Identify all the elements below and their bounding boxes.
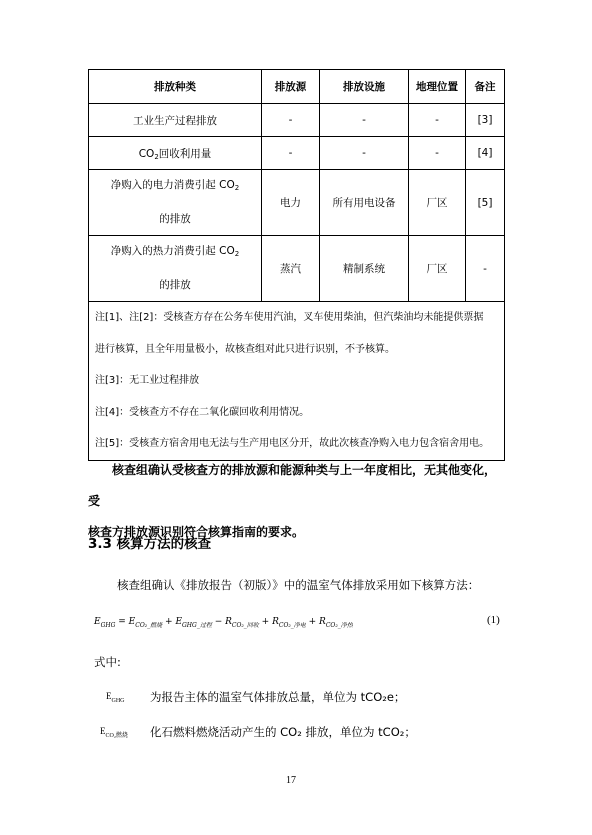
cell-location: - xyxy=(409,137,466,170)
type-text: 的排放 xyxy=(159,213,191,225)
type-text: 的排放 xyxy=(159,279,191,291)
formula-symbol: R xyxy=(272,617,279,627)
note-line: 注[3]：无工业过程排放 xyxy=(95,375,200,386)
equation-number: (1) xyxy=(487,614,500,626)
cell-note: [4] xyxy=(466,137,505,170)
cell-facility: - xyxy=(320,137,409,170)
header-emission-facility: 排放设施 xyxy=(320,70,409,104)
symbol-subscript: CO₂燃烧 xyxy=(105,733,128,739)
table-notes-row xyxy=(89,302,505,461)
type-text: 回收利用量 xyxy=(158,147,212,160)
formula-operator: + xyxy=(258,617,273,627)
type-text: 净购入的热力消费引起 CO xyxy=(110,245,235,257)
paragraph-line xyxy=(88,455,506,517)
paragraph-text: 核查组确认受核查方的排放源和能源种类与上一年度相比，无其他变化，受 xyxy=(88,463,497,508)
header-note: 备注 xyxy=(466,70,505,104)
subscript: 2 xyxy=(234,184,240,192)
formula-operator: + xyxy=(162,617,176,627)
formula-symbol: R xyxy=(319,617,326,627)
cell-source: 蒸汽 xyxy=(262,236,320,302)
header-location: 地理位置 xyxy=(409,70,466,104)
intro-text: 核查组确认《排放报告（初版）》中的温室气体排放采用如下核算方法： xyxy=(117,578,480,592)
formula-operator: = xyxy=(115,617,129,627)
formula-subscript: CO₂_净电 xyxy=(278,622,306,629)
cell-source: 电力 xyxy=(262,170,320,236)
section-heading: 3.3 核算方法的核查 xyxy=(88,536,212,552)
paragraph-line: 核查方排放源识别符合核算指南的要求。 xyxy=(88,525,305,539)
symbol-text: E xyxy=(100,726,106,736)
note-line: 注[4]：受核查方不存在二氧化碳回收利用情况。 xyxy=(95,406,310,418)
subscript: 2 xyxy=(234,250,240,258)
subscript: 2 xyxy=(154,152,159,161)
cell-type: 工业生产过程排放 xyxy=(89,104,262,137)
cell-location: 厂区 xyxy=(409,236,466,302)
ghg-formula xyxy=(94,617,353,629)
notes-cell xyxy=(89,302,505,461)
cell-facility: - xyxy=(320,104,409,137)
formula-symbol: R xyxy=(225,617,232,627)
formula-operator: + xyxy=(305,617,320,627)
formula-subscript: CO₂_燃烧 xyxy=(135,622,163,629)
definition-symbol xyxy=(100,726,128,739)
table-row xyxy=(89,137,505,170)
cell-facility: 所有用电设备 xyxy=(320,170,409,236)
table-row xyxy=(89,236,505,302)
header-emission-source: 排放源 xyxy=(262,70,320,104)
header-emission-type: 排放种类 xyxy=(89,70,262,104)
note-line: 注[5]：受核查方宿舍用电无法与生产用电区分开，故此次核查净购入电力包含宿舍用电。 xyxy=(95,438,490,449)
formula-symbol: E xyxy=(94,617,101,627)
cell-location: 厂区 xyxy=(409,170,466,236)
cell-type xyxy=(89,236,262,302)
cell-facility: 精制系统 xyxy=(320,236,409,302)
formula-symbol: E xyxy=(128,617,136,627)
symbol-subscript: GHG xyxy=(111,698,125,704)
cell-source: - xyxy=(262,137,320,170)
note-line: 进行核算，且全年用量极小，故核查组对此只进行识别，不予核算。 xyxy=(95,343,395,355)
type-text: 净购入的电力消费引起 CO xyxy=(110,179,235,191)
cell-note: [5] xyxy=(466,170,505,236)
table-header-row xyxy=(89,70,505,104)
formula-operator: − xyxy=(211,617,226,627)
formula-subscript: GHG xyxy=(100,622,116,629)
page-number: 17 xyxy=(286,775,296,786)
definition-text: 化石燃料燃烧活动产生的 CO₂ 排放，单位为 tCO₂； xyxy=(150,725,416,739)
definition-symbol xyxy=(106,691,125,704)
cell-source: - xyxy=(262,104,320,137)
table-row xyxy=(89,104,505,137)
symbol-text: E xyxy=(106,691,112,701)
note-line: 注[1]、注[2]：受核查方存在公务车使用汽油，叉车使用柴油，但汽柴油均未能提供票据 xyxy=(95,312,484,323)
cell-type xyxy=(89,137,262,170)
definition-text: 为报告主体的温室气体排放总量，单位为 tCO₂e； xyxy=(150,690,406,704)
formula-subscript: CO₂_回收 xyxy=(231,622,259,629)
cell-note: - xyxy=(466,236,505,302)
formula-subscript: GHG_过程 xyxy=(182,622,212,629)
cell-location: - xyxy=(409,104,466,137)
cell-type xyxy=(89,170,262,236)
emission-source-table xyxy=(88,69,505,461)
wherein-label: 式中: xyxy=(94,655,121,669)
table-row xyxy=(89,170,505,236)
type-text: CO xyxy=(138,147,155,160)
cell-note: [3] xyxy=(466,104,505,137)
formula-symbol: E xyxy=(175,617,183,627)
formula-subscript: CO₂_净热 xyxy=(325,622,353,629)
